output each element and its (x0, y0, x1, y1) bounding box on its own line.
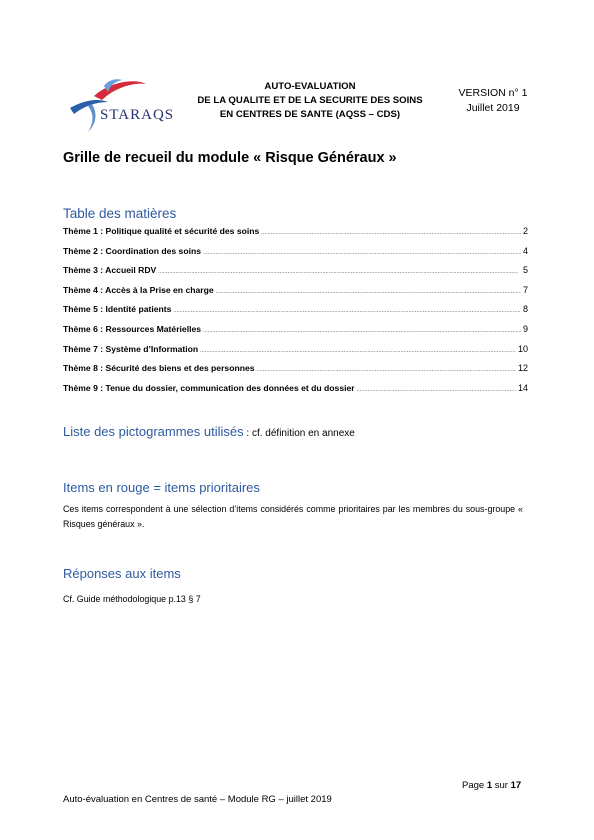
toc-heading: Table des matières (63, 206, 177, 221)
toc-entry-page: 8 (522, 304, 528, 315)
header-title-line: AUTO-EVALUATION (264, 81, 356, 92)
pictograms-heading (63, 424, 355, 439)
toc-entry-page: 9 (522, 323, 528, 334)
document-header-title (180, 80, 440, 122)
toc-entry-label: Thème 3 : Accueil RDV (63, 265, 157, 276)
page-number (462, 780, 521, 791)
toc-entry-5[interactable] (63, 304, 528, 324)
toc-entry-9[interactable] (63, 383, 528, 403)
page-number-mid: sur (492, 780, 511, 791)
toc-entry-page: 5 (522, 265, 528, 276)
toc-entry-4[interactable] (63, 285, 528, 305)
toc-entry-page: 7 (522, 284, 528, 295)
toc-entry-label: Thème 6 : Ressources Matérielles (63, 323, 202, 334)
toc-entry-label: Thème 5 : Identité patients (63, 304, 172, 315)
version-number: VERSION n° 1 (458, 87, 528, 99)
version-block (438, 86, 548, 116)
responses-paragraph: Cf. Guide méthodologique p.13 § 7 (63, 594, 201, 604)
toc-entry-page: 4 (522, 245, 528, 256)
responses-heading: Réponses aux items (63, 566, 181, 581)
page-number-total: 17 (510, 780, 522, 791)
toc-entry-1[interactable] (63, 226, 528, 246)
toc-entry-page: 2 (522, 226, 528, 236)
toc-entry-label: Thème 7 : Système d’Information (63, 343, 199, 354)
toc-entry-label: Thème 4 : Accès à la Prise en charge (63, 284, 214, 295)
toc-entry-page: 10 (517, 343, 528, 354)
page-title: Grille de recueil du module « Risque Généraux » (63, 150, 397, 166)
toc-entry-7[interactable] (63, 344, 528, 364)
page-number-prefix: Page (462, 780, 487, 791)
toc-leader-dots (173, 304, 521, 314)
page-number-current: 1 (486, 780, 493, 791)
toc-entry-8[interactable] (63, 363, 528, 383)
version-date: Juillet 2019 (466, 102, 520, 114)
toc-leader-dots (357, 383, 516, 393)
toc-entry-label: Thème 1 : Politique qualité et sécurité des soins (63, 226, 260, 236)
header-title-line: DE LA QUALITE ET DE LA SECURITE DES SOINS (197, 95, 423, 106)
table-of-contents (63, 226, 528, 402)
toc-leader-dots (257, 363, 516, 373)
toc-entry-label: Thème 2 : Coordination des soins (63, 245, 201, 256)
toc-entry-6[interactable] (63, 324, 528, 344)
toc-entry-3[interactable] (63, 265, 528, 285)
page-footer: Auto-évaluation en Centres de santé – Module RG – juillet 2019 (63, 794, 332, 805)
header-title-line: EN CENTRES DE SANTE (AQSS – CDS) (219, 109, 401, 120)
priority-heading: Items en rouge = items prioritaires (63, 480, 260, 495)
priority-paragraph: Ces items correspondent à une sélection d’items considérés comme prioritaires par les membres du sous-groupe « Risques généraux ». (63, 504, 523, 529)
toc-entry-2[interactable] (63, 246, 528, 266)
toc-entry-page: 14 (517, 382, 528, 393)
staraqs-logo-icon (64, 74, 164, 134)
toc-leader-dots (216, 285, 521, 295)
toc-leader-dots (203, 324, 521, 334)
toc-leader-dots (261, 226, 521, 236)
toc-entry-label: Thème 8 : Sécurité des biens et des personnes (63, 363, 255, 374)
toc-entry-label: Thème 9 : Tenue du dossier, communication des données et du dossier (63, 382, 355, 393)
toc-leader-dots (158, 265, 521, 275)
pictograms-note: : cf. définition en annexe (243, 428, 355, 439)
pictograms-heading-text: Liste des pictogrammes utilisés (63, 424, 244, 439)
logo-wordmark: STARAQS (100, 107, 175, 123)
toc-entry-page: 12 (517, 363, 528, 374)
toc-leader-dots (203, 246, 521, 256)
toc-leader-dots (200, 344, 516, 354)
